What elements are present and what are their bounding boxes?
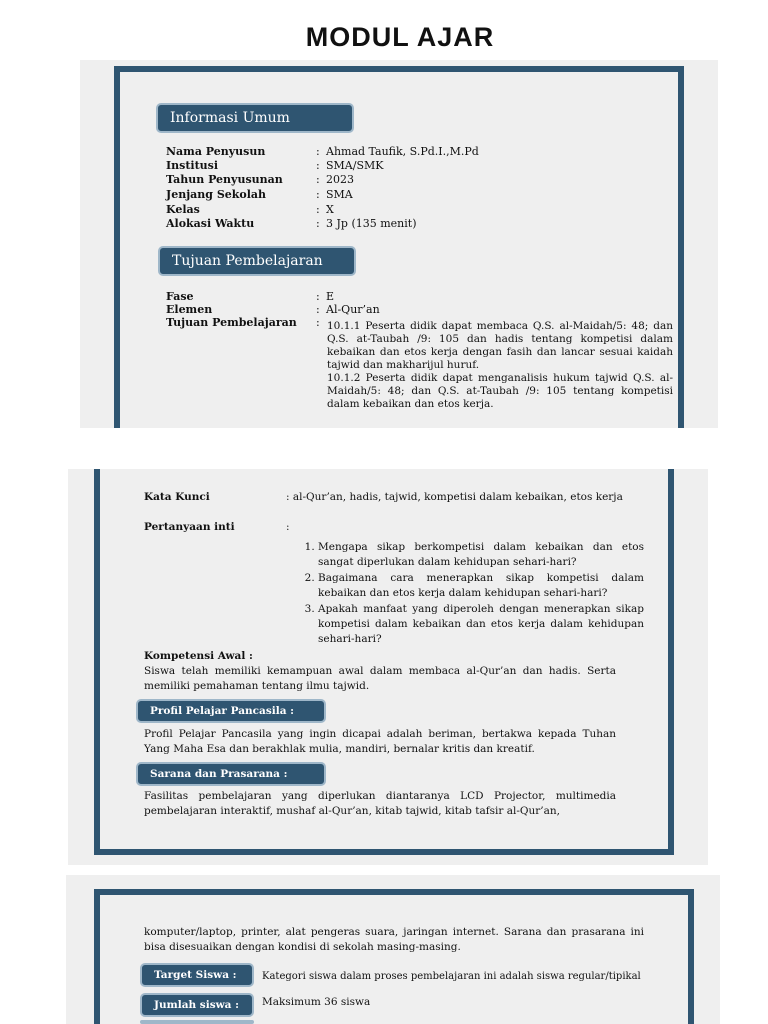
- question-list: [294, 540, 644, 648]
- kata-kunci: Kata Kunci : al-Qur’an, hadis, tajwid, kompetisi dalam kebaikan, etos kerja: [144, 491, 623, 503]
- jumlah-text: Maksimum 36 siswa: [262, 996, 371, 1008]
- target-text: Kategori siswa dalam proses pembelajaran ini adalah siswa regular/tipikal: [262, 971, 641, 982]
- kompetensi-awal-text: Siswa telah memiliki kemampuan awal dalam membaca al-Qur’an dan hadis. Serta memiliki pemahaman tentang ilmu tajwid.: [144, 665, 616, 692]
- section-next-label: [140, 1020, 254, 1024]
- section-informasi-umum: Informasi Umum: [156, 103, 354, 133]
- sarana-text: Fasilitas pembelajaran yang diperlukan diantaranya LCD Projector, multimedia pembelajaran interaktif, mushaf al-Qur’an, kitab tajwid, kitab tafsir al-Qur’an,: [144, 790, 616, 817]
- section-profil-pelajar: Profil Pelajar Pancasila :: [136, 699, 326, 723]
- tujuan-text: 10.1.1 Peserta didik dapat membaca Q.S. al-Maidah/5: 48; dan Q.S. at-Taubah /9: 105 dan hadis tentang kompetisi dalam kebaikan dan etos kerja dengan fasih dan lancar sesuai kaidah tajwid dan makharijul huruf. 10.1.2 Peserta didik dapat menganalisis hukum tajwid Q.S. al-Maidah/5: 48; dan Q.S. at-Taubah /9: 105 tentang kompetisi dalam kebaikan dan etos kerja.: [327, 320, 673, 410]
- section-tujuan-pembelajaran: Tujuan Pembelajaran: [158, 246, 356, 276]
- list-item: 1. Mengapa sikap berkompetisi dalam kebaikan dan etos sangat diperlukan dalam kehidupan sehari-hari?: [318, 540, 644, 570]
- profil-text: Profil Pelajar Pancasila yang ingin dicapai adalah beriman, bertakwa kepada Tuhan Yang Maha Esa dan berakhlak mulia, mandiri, bernalar kritis dan kreatif.: [144, 728, 616, 755]
- section-jumlah-siswa: Jumlah siswa :: [140, 993, 254, 1017]
- section-target-siswa: Target Siswa :: [140, 963, 254, 987]
- section-sarana-prasarana: Sarana dan Prasarana :: [136, 762, 326, 786]
- kompetensi-awal-heading: Kompetensi Awal :: [144, 650, 253, 662]
- document-page-1: Informasi Umum Nama Penyusun : Ahmad Taufik, S.Pd.I.,M.Pd Institusi : SMA/SMK Tahun Penyusunan : 2023 Jenjang Sekolah : SMA Kelas : X Alokasi Waktu : 3 Jp (135 menit) Tujuan Pembelajaran Fase : E Elemen : Al-Qur’an Tujuan Pembelajaran : 10.1.1 Peserta didik dapat membaca Q.S. al-Maidah/5: 48; dan Q.S. at-Taubah /9: 105 dan hadis tentang kompetisi dalam kebaikan dan etos kerja dengan fasih dan lancar sesuai kaidah tajwid dan makharijul huruf. 10.1.2 Peserta didik dapat menganalisis hukum tajwid Q.S. al-Maidah/5: 48; dan Q.S. at-Taubah /9: 105 tentang kompetisi dalam kebaikan dan etos kerja.: [80, 60, 718, 428]
- list-item: 2. Bagaimana cara menerapkan sikap kompetisi dalam kebaikan dan etos kerja dalam kehidupan sehari-hari?: [318, 571, 644, 601]
- page-title: MODUL AJAR: [305, 22, 495, 52]
- pertanyaan-inti-label: Pertanyaan inti :: [144, 521, 290, 533]
- sarana-continued-text: komputer/laptop, printer, alat pengeras suara, jaringan internet. Sarana dan prasarana ini bisa disesuaikan dengan kondisi di sekolah masing-masing.: [144, 926, 644, 953]
- document-page-2: [68, 469, 708, 865]
- list-item: 3. Apakah manfaat yang diperoleh dengan menerapkan sikap kompetisi dalam kebaikan dan etos kerja dalam kehidupan sehari-hari?: [318, 602, 644, 647]
- document-page-3: [66, 875, 720, 1024]
